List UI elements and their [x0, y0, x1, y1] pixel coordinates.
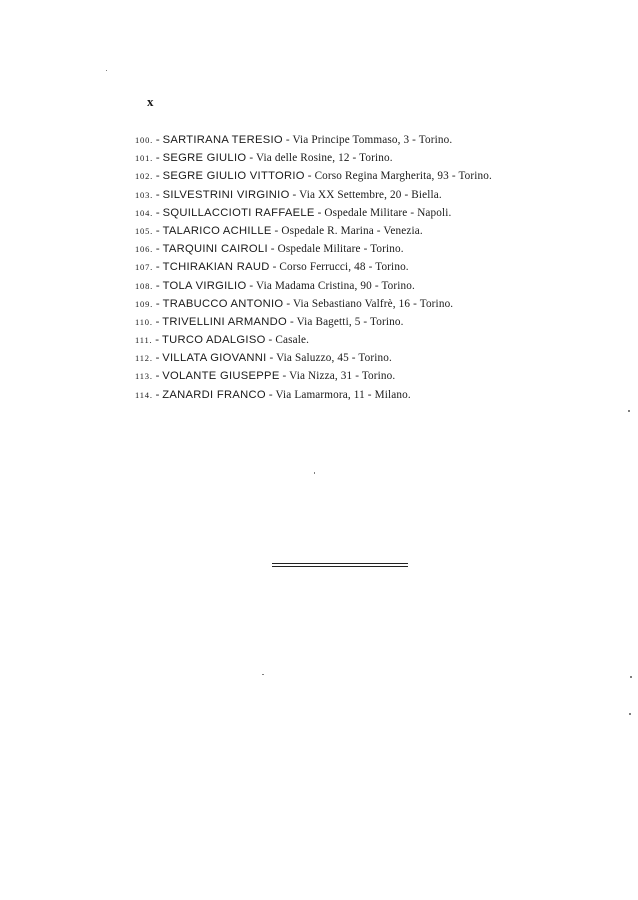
entry-name: TRIVELLINI ARMANDO	[162, 315, 288, 328]
entry-separator: -	[152, 370, 163, 383]
list-item	[135, 331, 605, 349]
list-item	[135, 367, 605, 385]
scan-speck	[628, 410, 630, 412]
divider-line-bottom	[272, 566, 408, 567]
entry-separator: -	[153, 206, 163, 219]
entry-address: - Via Lamarmora, 11 - Milano.	[265, 388, 411, 401]
entry-separator: -	[152, 352, 163, 365]
entry-name: SEGRE GIULIO VITTORIO	[162, 170, 305, 183]
entry-address: - Corso Ferrucci, 48 - Torino.	[269, 261, 409, 274]
entry-address: - Corso Regina Margherita, 93 - Torino.	[304, 170, 492, 183]
list-item	[135, 386, 605, 404]
entry-address: - Via Saluzzo, 45 - Torino.	[266, 352, 392, 365]
scan-speck	[314, 472, 315, 474]
list-item	[135, 277, 605, 295]
entry-number: 109.	[135, 298, 154, 309]
divider-line-top	[272, 563, 408, 564]
entry-separator: -	[153, 261, 163, 274]
entry-number: 108.	[135, 280, 154, 291]
entry-name: SQUILLACCIOTI RAFFAELE	[162, 206, 315, 219]
entry-separator: -	[153, 243, 163, 256]
entry-number: 111.	[135, 335, 153, 346]
entry-name: SILVESTRINI VIRGINIO	[162, 188, 290, 201]
entry-number: 103.	[135, 189, 154, 200]
entry-number: 101.	[135, 153, 154, 164]
list-item	[135, 258, 605, 276]
scan-speck	[262, 674, 264, 675]
entry-separator: -	[153, 297, 163, 310]
scan-speck	[629, 713, 631, 715]
entry-address: - Via Madama Cristina, 90 - Torino.	[246, 279, 415, 292]
entry-number: 100.	[135, 135, 154, 145]
entry-number: 114.	[135, 389, 153, 400]
entry-address: - Via Bagetti, 5 - Torino.	[287, 315, 404, 328]
entry-separator: -	[152, 334, 162, 347]
entry-address: - Via XX Settembre, 20 - Biella.	[289, 188, 442, 201]
entry-separator: -	[153, 134, 163, 146]
entry-number: 107.	[135, 262, 154, 273]
double-rule-divider	[272, 563, 408, 568]
entry-separator: -	[152, 388, 163, 401]
list-item	[135, 240, 605, 258]
entry-name: ZANARDI FRANCO	[162, 388, 266, 401]
scan-speck	[630, 676, 632, 678]
entry-address: - Ospedale Militare - Torino.	[267, 243, 404, 256]
entry-address: - Via Nizza, 31 - Torino.	[279, 370, 396, 383]
entry-address: - Via Principe Tommaso, 3 - Torino.	[282, 134, 453, 146]
entry-address: - Ospedale Militare - Napoli.	[314, 206, 452, 219]
entry-number: 113.	[135, 371, 153, 382]
entry-number: 105.	[135, 225, 154, 236]
entry-separator: -	[152, 315, 163, 328]
list-item	[135, 186, 605, 204]
entry-separator: -	[153, 224, 163, 237]
entry-number: 102.	[135, 171, 154, 182]
entry-address: - Via delle Rosine, 12 - Torino.	[246, 152, 393, 165]
list-item	[135, 349, 605, 367]
entry-address: - Ospedale R. Marina - Venezia.	[271, 224, 423, 237]
entry-number: 106.	[135, 244, 154, 255]
list-item	[135, 167, 605, 185]
member-list	[135, 131, 605, 404]
entry-name: TOLA VIRGILIO	[162, 279, 247, 292]
entry-name: TRABUCCO ANTONIO	[162, 297, 284, 310]
list-item	[135, 131, 605, 149]
entry-name: TURCO ADALGISO	[161, 334, 266, 347]
scan-speck	[106, 70, 107, 71]
entry-name: TCHIRAKIAN RAUD	[162, 261, 270, 274]
list-item	[135, 222, 605, 240]
entry-separator: -	[153, 152, 163, 165]
entry-address: - Casale.	[265, 334, 310, 347]
entry-name: SEGRE GIULIO	[162, 152, 247, 165]
entry-address: - Via Sebastiano Valfrè, 16 - Torino.	[283, 297, 454, 310]
entry-separator: -	[153, 279, 163, 292]
entry-separator: -	[153, 188, 163, 201]
list-item	[135, 295, 605, 313]
entry-number: 110.	[135, 316, 153, 327]
entry-name: TARQUINI CAIROLI	[162, 243, 268, 256]
entry-number: 112.	[135, 353, 153, 364]
list-item	[135, 149, 605, 167]
list-item	[135, 204, 605, 222]
entry-name: TALARICO ACHILLE	[162, 224, 272, 237]
page-number: x	[147, 94, 154, 109]
entry-separator: -	[153, 170, 163, 183]
list-item	[135, 313, 605, 331]
entry-name: SARTIRANA TERESIO	[162, 134, 283, 146]
entry-name: VILLATA GIOVANNI	[162, 352, 267, 365]
entry-name: VOLANTE GIUSEPPE	[162, 370, 280, 383]
entry-number: 104.	[135, 207, 154, 218]
